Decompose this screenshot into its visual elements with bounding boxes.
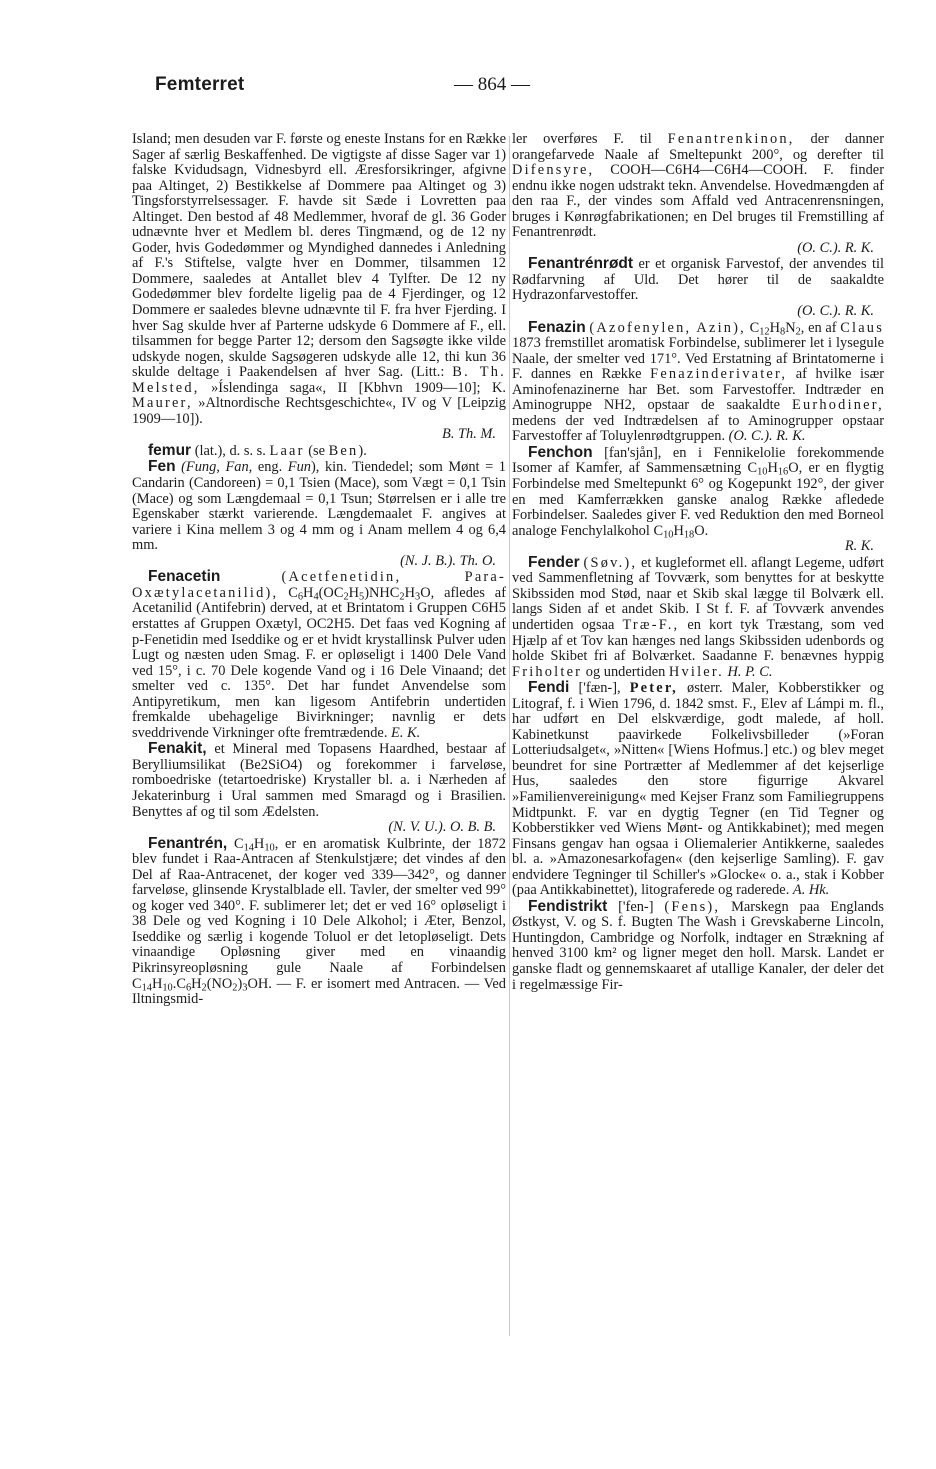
entry-femterret-continued [132,132,506,443]
chemical-formula: $C_{10}H_{16}O$, [747,460,803,478]
entry-fenantrenrodt [512,256,884,319]
signature: A. Hk. [792,882,830,899]
cross-reference: Fenazinderivater, [650,366,788,383]
variant-forms: (Fung, Fan, [181,459,253,476]
headword: Fenazin [528,318,586,336]
body-text: et kugleformet ell. aflangt Legeme, udført ved Sammenfletning af Tovværk, som benyttes for at beskytte Skibssiden mod Stød, naar et Skib skal lægge til Bolværk ell. langs Siden af et andet Skib. I St f. F. af Tovværk anvendes undertiden ogsaa [512,554,884,633]
body-text: en i Fennikelolie forekommende Isomer af Kamfer, af Sammensætning [512,444,884,477]
body-text: Island; men desuden var F. første og eneste Instans for en Række Sager af særlig Beskaffenhed. De vigtigste af disse Sager var 1) falske Kvidudsagn, Vidnesbyrd ell. Æresforsikringer, afgivne paa Altinget, 2) Bestikkelse af Dommere paa Altinget og 3) Tingsforstyrrelsessager. F. havde sit Sæde i Lovretten paa Altinget. Den bestod af 48 Medlemmer, hvoraf de gl. 36 Goder udnævnte hver et Medlem bl. deres Tingmænd, og de 12 ny Goder, hvis Godedømmer og Myndighed dannedes i Anledning af F.'s Stiftelse, valgte hver en Dommer, tilsammen 12 Dommere, saaledes at Antallet blev 4 Tylfter. De 12 ny Godedømmer blev fordelte ligelig paa de 4 Fjerdinger, og 12 Dommere er saaledes blevne udnævnte til F. fra hver Fjerding. I hver Sag skulde hver af Parterne udskyde 6 Dommere af F., ell. tilsammen for begge Parter 12; dersom den Sagsøgte ikke vilde udskyde nogen, skulde Sagsøgeren udskyde alle 12, thi kun 36 skulde deltage i Paakendelsen af hver Sag. ( [132,131,506,381]
chemical-formula: $C_6H_4(OC_2H_5)NHC_2H_3O$, [288,584,435,603]
body-text: afledes af Acetanilid (Antifebrin) derved, at et Brintatom i Gruppen C6H5 erstattes af Gruppen Oxætyl, OC2H5. Det faas ved Kogning af p-Fenetidin med Iseddike og er et hvidt krystallinsk Pulver uden Lugt og næsten uden Smag. F. er opløseligt i 1400 Dele Vand ved 15°, i c. 70 Dele kogende Vand og i 16 Dele Vinaand; det smelter ved c. 135°. Det har fundet Anvendelse som Antipyretikum, men kan ligesom Antifebrin undertiden fremkalde ubehagelige Bivirkninger; navnlig er dets sveddrivende Virkninger ofte fremtrædende. [132,584,506,741]
body-text: »Íslendinga saga«, II [Kbhvn 1909—10]; K. [211,379,506,396]
entry-fendi [512,680,884,899]
body-text: ler overføres F. til [512,131,652,147]
entry-fender [512,555,884,680]
synonyms: (Azofenylen, Azin), [589,319,746,336]
entry-fen [132,459,506,569]
body-text: østerr. Maler, Kobberstikker og Litograf, f. i Wien 1796, d. 1842 smst. F., Elev af Lámpi m. fl., har udført en Del elskværdige, godt malede, af holl. Kabinetkunst paavirkede Folkelivsbilleder (»Foran Lotteriudsalget«, »Nitten« [Wiens Hofmus.] etc.) og blev meget beundret for sine Portrætter af Medlemmer af det kejserlige Hus, saaledes den store figurrige Akvarel »Familienvereinigung« med Kejser Franz som Familiegruppens Midtpunkt. F. var en dygtig Tegner (en Tid Tegner og Kobberstikker ved Wiens Mønt- og Antikkabinet); med megen Finsans gengav han ogsaa i Oliemalerier Antikkerne, saaledes bl. a. »Amazonesarkofagen« (den kejserlige Samling). F. gav endvidere Tegninger til Schiller's »Glocke« o. a., stak i Kobber (paa Antikkabinettet), litograferede og raderede. [512,680,884,899]
field-tag: (Søv.), [583,554,638,571]
signature: (O. C.). R. K. [728,428,806,445]
pronunciation: ['fen-] [618,898,654,915]
entry-fenazin [512,320,884,445]
body-text: eng. [257,459,283,476]
entry-femur [132,443,506,460]
entry-fenchon [512,445,884,555]
headword: Fendistrikt [528,897,608,915]
given-name: Peter, [629,680,678,697]
body-text: en af [808,319,837,336]
entry-fenakit [132,741,506,835]
body-text: er et organisk Farvestof, der anvendes til Rødfarvning af Uld. Det hører til de saakaldte Hydrazonfarvestoffer. [512,256,884,304]
headword: Fenacetin [148,568,221,586]
signature: (O. C.). R. K. [797,303,874,320]
signature: (O. C.). R. K. [797,239,874,256]
signature: (N. V. U.). O. B. B. [388,819,496,836]
body-text: en kort tyk Træstang, som ved Hjælp af et Tov kan hænges ned langs Skibssiden udenbords og holde Skibet fri af Bolværket. Saadanne F. benævnes hyppig [512,616,885,665]
body-text: af hvilke især Aminofenazinerne har Bet. som Farvestoffer. Indtræder en Aminogruppe NH2, opstaar de saakaldte [512,366,884,414]
cross-reference: Eurhodiner, [792,397,884,414]
headword: Fenakit, [148,740,207,758]
right-column [512,132,884,993]
body-text: ), kin. Tiendedel; som Mønt = 1 Candarin (Candoreen) = 0,1 Tsien (Mace), som Vægt = 0,1 Tsin (Mace) og som Længdemaal = 0,1 Tsun; Størrelsen er i alle tre Egenskaber stærkt varierende. Længdemaalet F. angives at variere i Kina mellem 3 og 4 mm og i Anam mellem 4 og 6,4 mm. [132,459,506,554]
headword: femur [148,441,192,459]
body-text: er en flygtig Forbindelse med Smeltepunkt 6° og Kogepunkt 192°, der giver en med Kamferrækken ganske analog Række afledede Forbindelser. Saaledes giver F. ved Reduktion den med Borneol analoge Fenchylalkohol [512,460,884,539]
cross-reference: Træ-F., [622,616,680,633]
running-head: Femterret [155,74,245,95]
page-number: — 864 — [454,74,530,95]
column-divider [509,136,510,1336]
page-header [0,0,936,110]
body-text: medens der ved Indtrædelsen af to Aminogrupper opstaar Farvestoffer af Toluylenrødtgruppen. [512,412,884,445]
chemical-formula: $C_{12}H_8N_2$, [749,319,805,337]
body-text: »Altnordische Rechtsgeschichte«, IV og V [Leipzig 1909—10]). [132,395,506,427]
cross-reference: Difensyre, [512,162,595,179]
headword: Fen [148,458,176,476]
headword: Fenantrénrødt [528,255,634,273]
body-text: der danner orangefarvede Naale af Smeltepunkt 200°, og derefter til [512,131,884,163]
signature: H. P. C. [727,663,773,680]
body-text: (se [308,442,326,459]
entry-fenantren [132,836,506,1008]
body-text: ). [358,442,367,459]
headword: Fender [528,553,580,571]
author-name: B. Th. Melsted, [132,364,506,396]
signature: B. Th. M. [442,426,496,443]
body-text: COOH—C6H4—C6H4—COOH. F. finder endnu ikke nogen udstrakt tekn. Anvendelse. Hovedmængden af den raa F., der vindes som Affald ved Antracenrensningen, bruges i Kønrøgfabrikationen; en Del bruges til Fremstilling af Fenantrenrødt. [512,162,884,241]
chemical-formula: $C_{14}H_{10}.C_6H_2(NO_2)_3OH$. [132,975,272,993]
pronunciation: ['fæn-], [578,680,621,697]
entry-fenantren-continued [512,132,884,256]
synonyms: (Fens), [664,898,721,915]
body-text: Marskegn paa Englands Østkyst, V. og S. f. Bugten The Wash i Grevskaberne Lincoln, Huntingdon, Cambridge og Norfolk, indtager en Strækning af henved 3100 km² og ligner meget den holl. Marsk. Landet er ganske fladt og gennemskaaret af utallige Kanaler, der deler det i regelmæssige Fir- [512,898,884,993]
signature: E. K. [391,724,421,741]
cross-reference: Fenantrenkinon, [667,131,795,147]
variant-forms: Fun [287,459,311,476]
body-text: og undertiden [585,663,666,680]
body-text: et Mineral med Topasens Haardhed, bestaar af Berylliumsilikat (Be2SiO4) og forekommer i farveløse, romboedriske (tetartoedriske) Krystaller bl. a. i Nærheden af Jekaterinburg i Ural sammen med Smaragd og i Brasilien. Benyttes af og til som Ædelsten. [132,741,506,820]
cross-reference: Hviler. [668,663,724,680]
headword: Fenantrén, [148,834,228,852]
cross-reference: Friholter [512,663,583,680]
signature: (N. J. B.). Th. O. [400,552,496,569]
chemical-formula: $C_{10}H_{18}O$. [653,522,709,540]
cross-reference: Laar [269,442,305,459]
pronunciation: [fan'sjån], [604,444,662,461]
cross-reference: Ben [328,442,359,459]
entry-fendistrikt [512,899,884,993]
signature: R. K. [844,538,874,555]
entry-fenacetin [132,569,506,741]
litt-label: Litt.: [415,364,445,381]
headword: Fenchon [528,443,593,461]
author-name: Maurer, [132,395,193,412]
synonyms: (Acetfenetidin, Para-Oxætylacetanilid), [132,569,506,601]
chemical-formula: $C_{14}H_{10}$, [233,835,279,853]
body-text: er en aromatisk Kulbrinte, der 1872 blev fundet i Raa-Antracen af Stenkulstjære; det vindes af den Del af Raa-Antracenet, der koger ved 339—342°, og danner farveløse, glinsende Krystalblade ell. Tavler, der smelter ved 99° og koger ved 340°. F. sublimerer let; det er ved 16° opløseligt i 38 Dele og ved Kogning i 10 Dele Alkohol; i Æter, Benzol, Iseddike og særlig i kogende Toluol er det letopløseligt. Dets vinaandige Opløsning giver med en vinaandig Pikrinsyreopløsning gule Naale af Forbindelsen [132,835,506,976]
headword: Fendi [528,679,570,697]
body-text: — F. er isomert med Antracen. — Ved Iltningsmid- [132,975,506,1008]
left-column [132,132,506,1008]
body-text: 1873 fremstillet aromatisk Forbindelse, sublimerer let i lysegule Naale, der smelter ved 171°. Ved Erstatning af Brintatomerne i F. dannes en Række [512,335,884,383]
body-text: (lat.), d. s. s. [194,442,266,459]
author-name: Claus [840,319,884,336]
